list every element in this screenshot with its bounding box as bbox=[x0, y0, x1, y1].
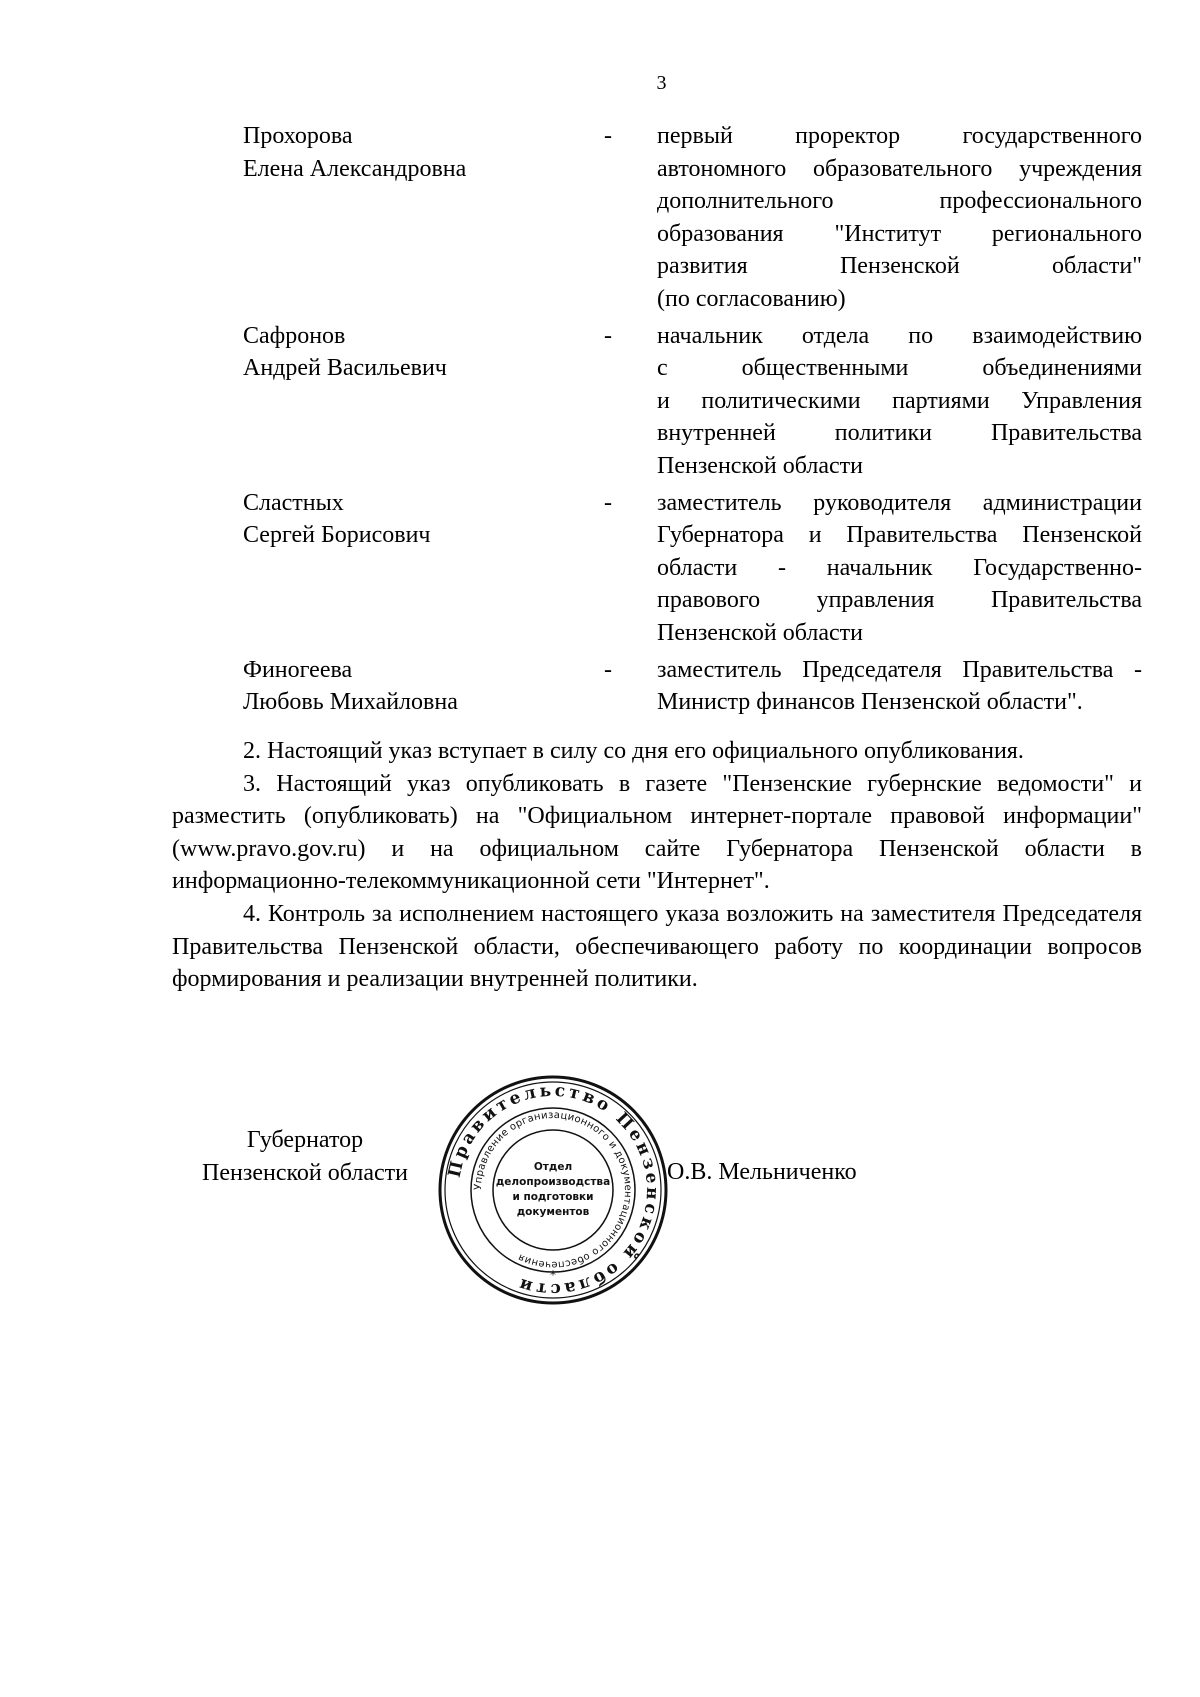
member-position bbox=[657, 654, 1142, 719]
signature-block bbox=[0, 1070, 1200, 1310]
members-list bbox=[0, 120, 1200, 723]
position-line: автономного образовательного учреждения bbox=[657, 155, 1142, 182]
official-stamp bbox=[437, 1074, 669, 1306]
position-line: заместитель Председателя Правительства - bbox=[657, 656, 1142, 683]
member-given-names: Андрей Васильевич bbox=[243, 355, 447, 382]
position-line: первый проректор государственного bbox=[657, 123, 1142, 149]
decree-paragraph: 3. Настоящий указ опубликовать в газете "Пензенские губернские ведомости" и разместить (опубликовать) на "Официальном интернет-портале правовой информации" (www.pravo.gov.ru) и на официальном сайте Губернатора Пензенской области в информационно-телекоммуникационной сети "Интернет". bbox=[172, 770, 1142, 895]
decree-paragraph: 2. Настоящий указ вступает в силу со дня его официального опубликования. bbox=[243, 738, 1024, 764]
page-number: 3 bbox=[656, 72, 667, 94]
member-name bbox=[243, 487, 573, 552]
member-dash: - bbox=[604, 489, 612, 516]
stamp-center-line: документов bbox=[516, 1206, 590, 1218]
position-line: развития Пензенской области" bbox=[657, 253, 1142, 280]
stamp-inner-text: Управление организационного и документационного обеспечения bbox=[472, 1109, 634, 1271]
position-line: заместитель руководителя администрации bbox=[657, 489, 1142, 516]
position-line: Пензенской области bbox=[657, 452, 863, 479]
position-line: Пензенской области bbox=[657, 619, 863, 646]
decree-paragraph: 4. Контроль за исполнением настоящего указа возложить на заместителя Председателя Правительства Пензенской области, обеспечивающего работу по координации вопросов формирования и реализации внутренней политики. bbox=[172, 900, 1142, 993]
member-name bbox=[243, 320, 573, 385]
signatory-title bbox=[170, 1124, 440, 1190]
stamp-outer-text: Правительство Пензенской области bbox=[444, 1080, 663, 1300]
position-line: Губернатора и Правительства Пензенской bbox=[657, 522, 1142, 549]
position-line: начальник отдела по взаимодействию bbox=[657, 322, 1142, 349]
stamp-center-line: Отдел bbox=[533, 1161, 573, 1173]
member-given-names: Любовь Михайловна bbox=[243, 689, 458, 716]
member-name bbox=[243, 120, 573, 185]
position-line: с общественными объединениями bbox=[657, 355, 1142, 382]
member-entry bbox=[0, 120, 1200, 316]
member-entry bbox=[0, 320, 1200, 483]
position-line: образования "Институт регионального bbox=[657, 220, 1142, 247]
position-line: и политическими партиями Управления bbox=[657, 387, 1142, 414]
position-line: области - начальник Государственно- bbox=[657, 554, 1142, 581]
member-surname: Сафронов bbox=[243, 322, 346, 349]
position-line: (по согласованию) bbox=[657, 285, 846, 312]
member-dash: - bbox=[604, 322, 612, 349]
member-position bbox=[657, 120, 1142, 316]
member-entry bbox=[0, 654, 1200, 719]
position-line: дополнительного профессионального bbox=[657, 188, 1142, 215]
member-surname: Финогеева bbox=[243, 656, 353, 683]
member-surname: Прохорова bbox=[243, 123, 353, 149]
signatory-title-line: Губернатор bbox=[246, 1127, 364, 1153]
member-entry bbox=[0, 487, 1200, 650]
signatory-name: О.В. Мельниченко bbox=[667, 1159, 857, 1185]
member-position bbox=[657, 320, 1142, 483]
stamp-center-line: и подготовки bbox=[512, 1191, 594, 1203]
stamp-center-text bbox=[496, 1161, 610, 1218]
position-line: Министр финансов Пензенской области". bbox=[657, 689, 1083, 716]
position-line: внутренней политики Правительства bbox=[657, 420, 1142, 447]
stamp-star: * bbox=[550, 1268, 556, 1282]
member-given-names: Сергей Борисович bbox=[243, 522, 431, 549]
member-dash: - bbox=[604, 656, 612, 683]
stamp-center-line: делопроизводства bbox=[495, 1176, 611, 1188]
member-given-names: Елена Александровна bbox=[243, 155, 467, 182]
decree-paragraphs bbox=[172, 735, 1142, 996]
position-line: правового управления Правительства bbox=[657, 587, 1142, 614]
signatory-title-line: Пензенской области bbox=[202, 1160, 408, 1186]
member-name bbox=[243, 654, 573, 719]
member-dash: - bbox=[604, 123, 612, 149]
member-position bbox=[657, 487, 1142, 650]
member-surname: Сластных bbox=[243, 489, 344, 516]
